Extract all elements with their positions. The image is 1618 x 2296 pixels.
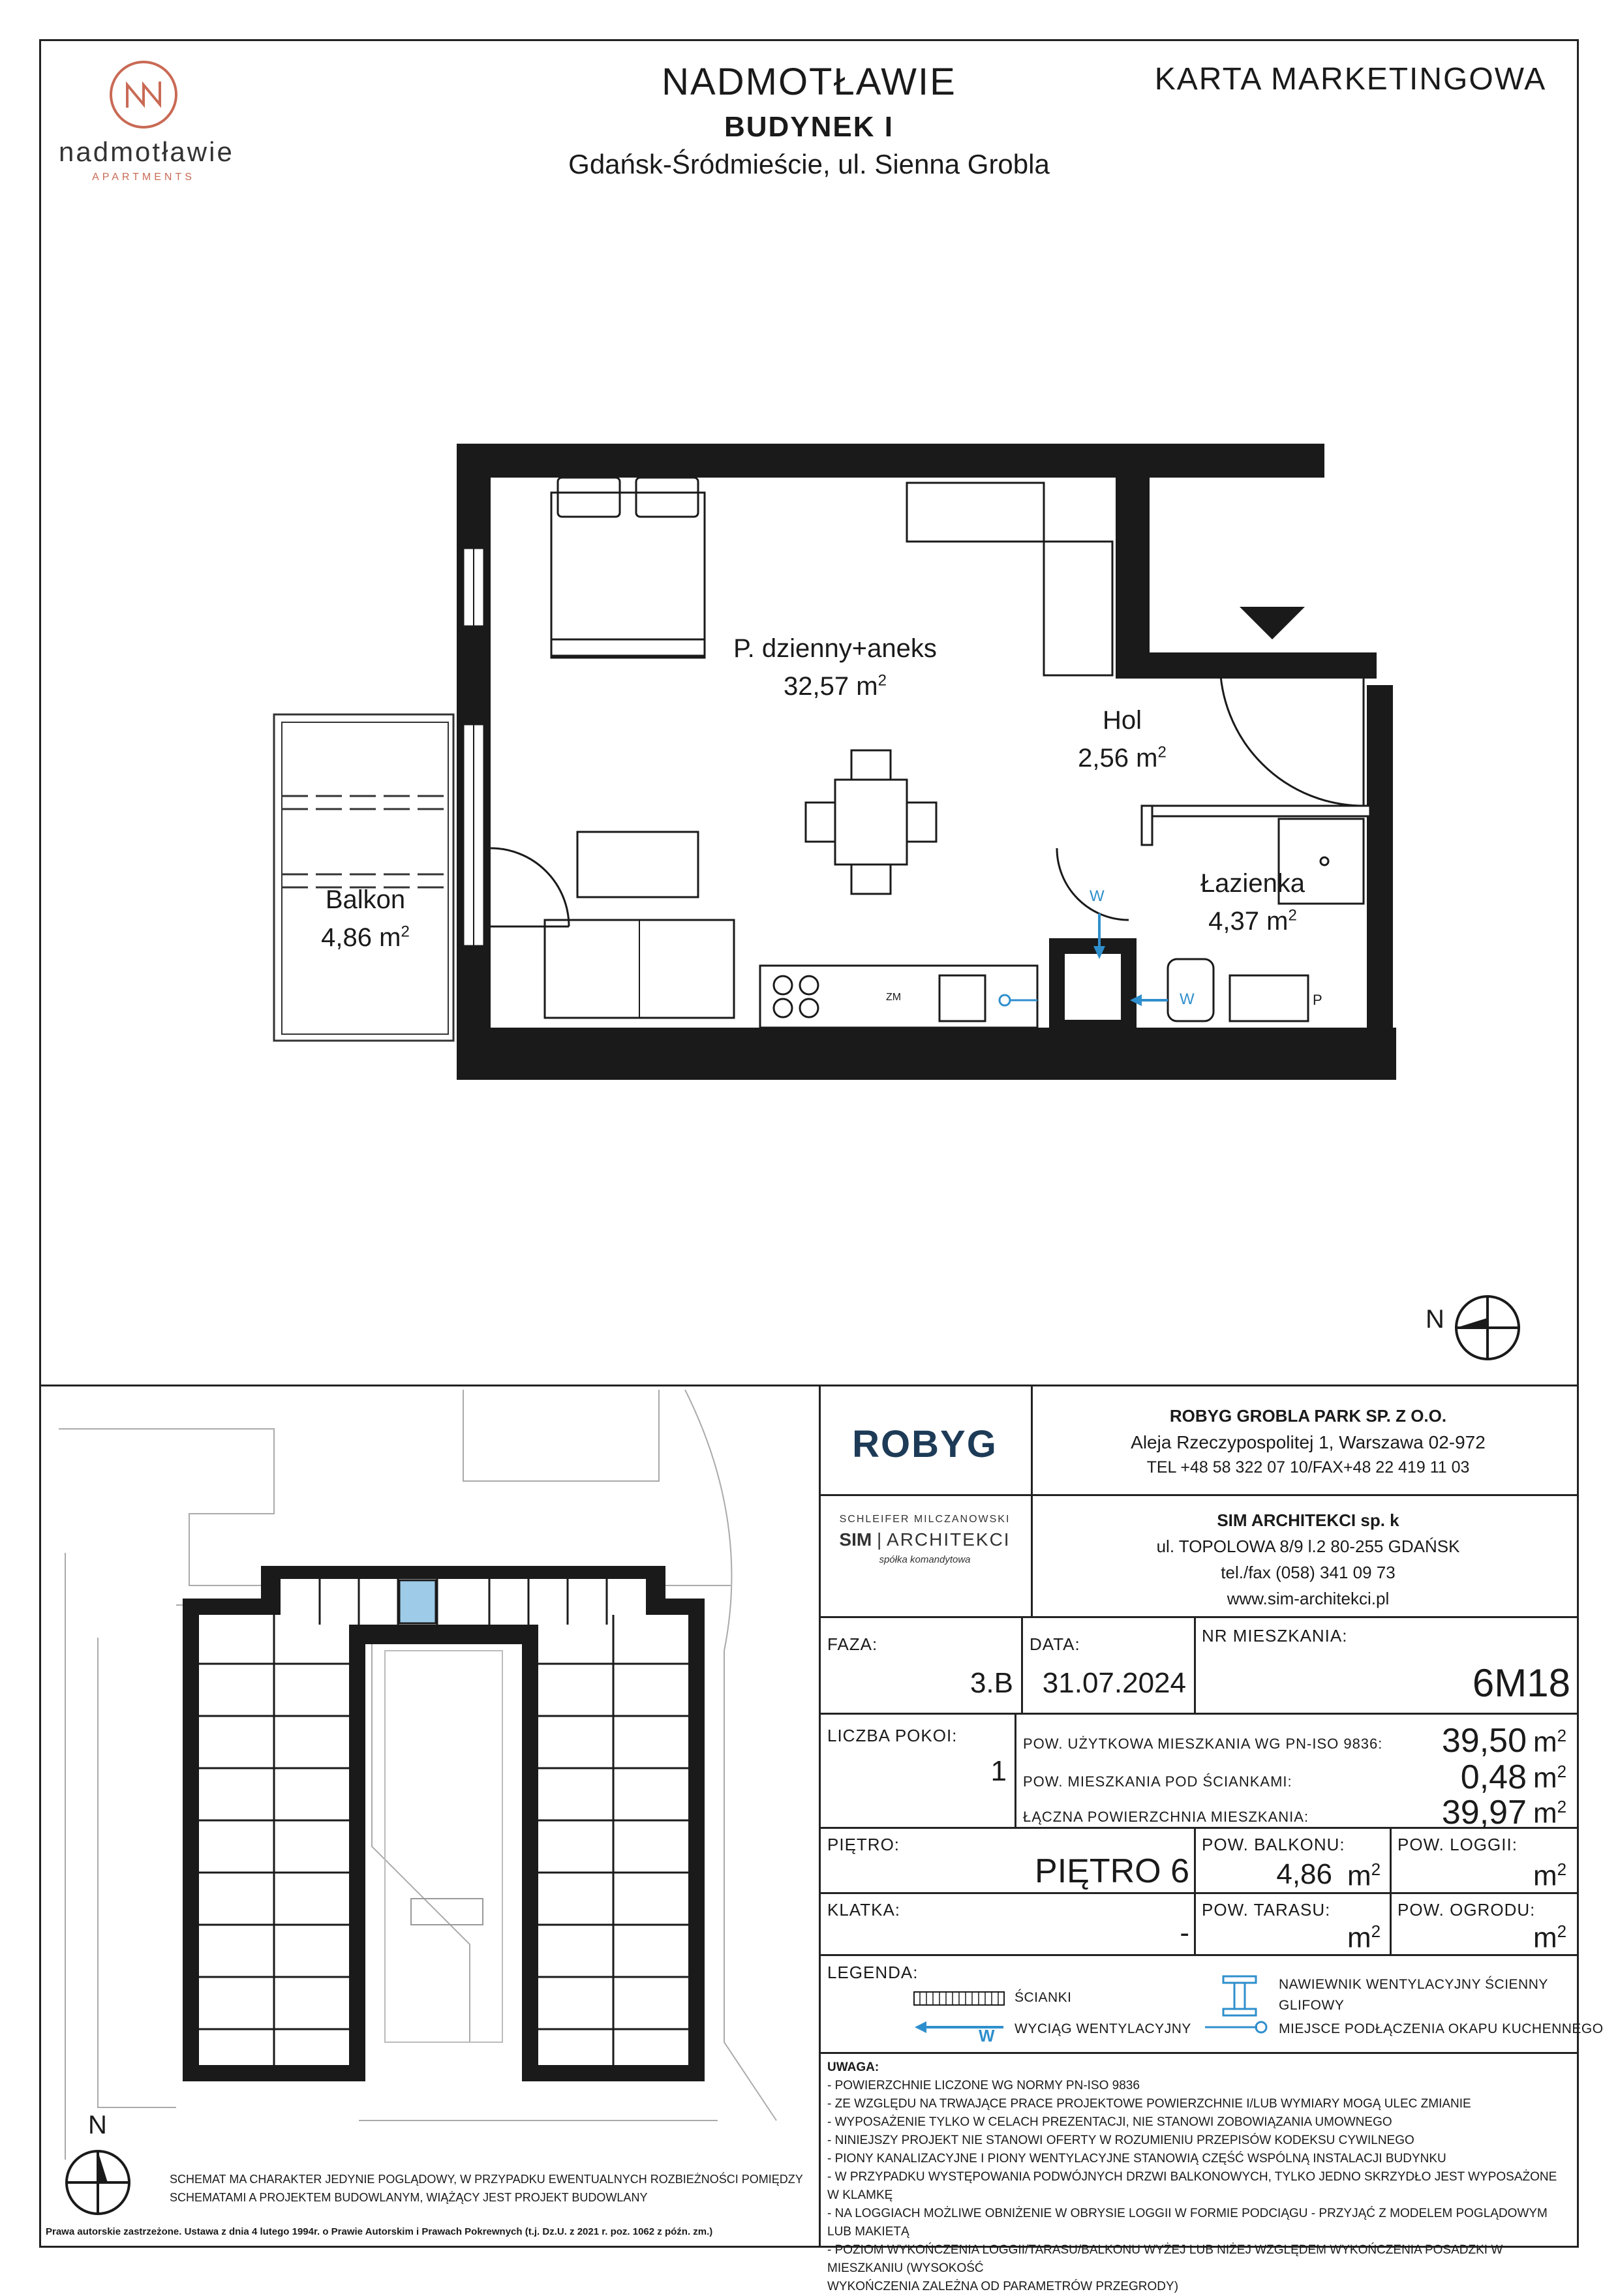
notes-item: - POZIOM WYKOŃCZENIA LOGGII/TARASU/BALKONU WYŻEJ LUB NIŻEJ WZGLĘDEM WYKOŃCZENIA POSADZKI W MIESZKANIU (WYSOKOŚĆ (827, 2243, 1503, 2275)
ps-unit-m: m (1533, 1762, 1557, 1794)
wall-vent-icon (1220, 1974, 1259, 2019)
architect-tel: tel./fax (058) 341 09 73 (1221, 1563, 1396, 1582)
ps-unit-sup: 2 (1557, 1762, 1567, 1781)
architect-address: ul. TOPOLOWA 8/9 l.2 80-255 GDAŃSK (1156, 1537, 1460, 1556)
nr-label: NR MIESZKANIA: (1202, 1626, 1348, 1645)
pl-value: 39,97 (1441, 1794, 1527, 1831)
faza-label: FAZA: (827, 1634, 878, 1654)
developer-tel: TEL +48 58 322 07 10/FAX+48 22 419 11 03 (1146, 1458, 1470, 1477)
klatka-label: KLATKA: (827, 1900, 901, 1920)
taras-label: POW. TARASU: (1202, 1900, 1331, 1920)
pl-unit-m: m (1533, 1797, 1557, 1829)
room-bath-area: 4,37 m (1208, 907, 1289, 936)
room-balcony-name: Balkon (325, 885, 406, 914)
ogrod-unit-m: m (1533, 1921, 1557, 1954)
room-living-name: P. dzienny+aneks (733, 634, 937, 663)
room-bath-sup: 2 (1288, 906, 1297, 925)
copyright: Prawa autorskie zastrzeżone. Ustawa z dnia 4 lutego 1994r. o Prawie Autorskim i Prawach Pokrewnych (t.j. Dz.U. z 2021 r. poz. 1062 z późn. zm.) (46, 2226, 713, 2237)
loggia-label: POW. LOGGII: (1397, 1835, 1518, 1854)
partition-wall-icon (913, 1991, 1005, 2006)
architect-company: SIM ARCHITEKCI sp. k (1217, 1510, 1399, 1530)
balcony-rail (274, 714, 453, 1041)
compass-icon (1452, 1292, 1523, 1364)
room-hall-area: 2,56 m (1078, 744, 1158, 773)
notes-item: - PIONY KANALIZACYJNE I PIONY WENTYLACYJNE STANOWIĄ CZĘŚĆ WSPÓLNĄ INSTALACJI BUDYNKU (827, 2152, 1446, 2166)
wall-east-lower (1367, 685, 1393, 1077)
schema-apartment-highlight (399, 1580, 436, 1623)
loggia-unit (1533, 1860, 1566, 1893)
card-title: KARTA MARKETINGOWA (1154, 62, 1547, 97)
pl-unit-sup: 2 (1557, 1797, 1567, 1816)
pietro-value: PIĘTRO 6 (1035, 1852, 1189, 1890)
schema-compass-icon (62, 2147, 134, 2218)
divider-col-b2 (1390, 1827, 1392, 1954)
legend-nawiewnik-1: NAWIEWNIK WENTYLACYJNY ŚCIENNY (1279, 1977, 1548, 1992)
logo-name: nadmotławie (59, 136, 234, 167)
ps-label: POW. MIESZKANIA POD ŚCIANKAMI: (1023, 1773, 1292, 1790)
developer-address: Aleja Rzeczypospolitej 1, Warszawa 02-972 (1131, 1432, 1486, 1452)
project-title: NADMOTŁAWIE (662, 61, 956, 103)
entrance-arrow-icon (1240, 607, 1305, 639)
logo-sub: APARTMENTS (92, 172, 195, 183)
project-address: Gdańsk-Śródmieście, ul. Sienna Grobla (568, 149, 1050, 179)
data-value: 31.07.2024 (1042, 1667, 1186, 1699)
sim-logo-top: SCHLEIFER MILCZANOWSKI (839, 1514, 1011, 1525)
divider-col-faza (1021, 1616, 1023, 1714)
sink (1230, 975, 1308, 1021)
notes-item: - ZE WZGLĘDU NA TRWAJĄCE PRACE PROJEKTOWE POWIERZCHNIE I/LUB WYMIARY MOGĄ ULEC ZMIANIE (827, 2097, 1471, 2111)
robyg-logo: ROBYG (852, 1423, 998, 1465)
room-hall-name: Hol (1102, 706, 1142, 735)
balkon-unit-m: m (1347, 1860, 1371, 1892)
brand-divider (1031, 1385, 1033, 1616)
sim-logo-arch: ARCHITEKCI (887, 1529, 1011, 1550)
notes-item: - W PRZYPADKU WYSTĘPOWANIA PODWÓJNYCH DRZWI BALKONOWYCH, TYLKO JEDNO SKRZYDŁO JEST WYPOSAŻONE W KLAMKĘ (827, 2170, 1557, 2202)
divider-row4 (819, 1954, 1579, 1956)
divider-col-data (1194, 1616, 1196, 1714)
schema-north-label: N (88, 2111, 107, 2139)
balkon-unit-sup: 2 (1371, 1860, 1381, 1879)
room-living-sup: 2 (878, 671, 887, 690)
sim-logo-sim: SIM (839, 1529, 872, 1550)
divider-row5 (819, 2052, 1579, 2054)
vent-label-1: W (1090, 887, 1105, 905)
room-hall-sup: 2 (1157, 743, 1167, 761)
pu-unit-m: m (1533, 1726, 1557, 1758)
room-living (652, 630, 1018, 705)
notes (827, 2059, 1571, 2296)
notes-item: - NINIEJSZY PROJEKT NIE STANOWI OFERTY W ROZUMIENIU PRZEPISÓW KODEKSU CYWILNEGO (827, 2134, 1414, 2147)
pl-label: ŁĄCZNA POWIERZCHNIA MIESZKANIA: (1023, 1809, 1309, 1825)
klatka-value: - (1180, 1917, 1189, 1949)
pokoje-label: LICZBA POKOI: (827, 1726, 958, 1745)
shaft (1057, 946, 1129, 1028)
developer-company: ROBYG GROBLA PARK SP. Z O.O. (1169, 1406, 1447, 1426)
zm-label: ZM (886, 992, 902, 1003)
dining-table (835, 780, 907, 865)
notes-item: - WYPOSAŻENIE TYLKO W CELACH PREZENTACJI, NIE STANOWI ZOBOWIĄZANIA UMOWNEGO (827, 2115, 1392, 2129)
room-bath (1148, 865, 1357, 940)
notes-item: WYKOŃCZENIA ZALEŻNA OD PARAMETRÓW PRZEGRODY) (827, 2280, 1179, 2293)
hood-connection-icon (1204, 2019, 1269, 2035)
nr-value: 6M18 (1472, 1661, 1570, 1705)
p-label: P (1313, 992, 1322, 1008)
room-living-area: 32,57 m (784, 672, 878, 701)
notes-title: UWAGA: (827, 2060, 879, 2074)
schema-note-1: SCHEMAT MA CHARAKTER JEDYNIE POGLĄDOWY, W PRZYPADKU EWENTUALNYCH ROZBIEŻNOŚCI POMIĘDZY (170, 2173, 803, 2186)
room-balcony (271, 881, 460, 957)
wall-north (457, 444, 1324, 478)
legend-okap: MIEJSCE PODŁĄCZENIA OKAPU KUCHENNEGO (1279, 2021, 1604, 2036)
sim-logo-sub: spółka komandytowa (879, 1554, 971, 1565)
room-balcony-sup: 2 (401, 923, 410, 941)
faza-value: 3.B (969, 1667, 1013, 1699)
divider-row3 (819, 1892, 1579, 1894)
ogrod-unit (1533, 1921, 1566, 1955)
north-label: N (1426, 1305, 1444, 1334)
pu-unit-sup: 2 (1557, 1726, 1567, 1745)
loggia-unit-m: m (1533, 1860, 1557, 1892)
pokoje-value: 1 (990, 1755, 1007, 1787)
ps-unit (1533, 1762, 1566, 1795)
divider-col-b1 (1194, 1827, 1196, 1954)
data-label: DATA: (1030, 1634, 1080, 1654)
pu-value: 39,50 (1441, 1722, 1527, 1760)
pietro-label: PIĘTRO: (827, 1835, 900, 1854)
wall-east-step (1116, 652, 1377, 679)
balkon-value: 4,86 (1276, 1858, 1332, 1890)
room-balcony-area: 4,86 m (321, 923, 401, 952)
room-bath-name: Łazienka (1200, 869, 1305, 898)
divider-main (39, 1385, 1579, 1386)
architect-web: www.sim-architekci.pl (1227, 1589, 1390, 1608)
legend-scianki: ŚCIANKI (1015, 1990, 1072, 2005)
legend-w: W (979, 2026, 995, 2045)
divider-arch (819, 1616, 1579, 1618)
coffee-table (577, 832, 698, 897)
notes-item: - POWIERZCHNIE LICZONE WG NORMY PN-ISO 9836 (827, 2079, 1140, 2092)
taras-unit-sup: 2 (1371, 1921, 1381, 1941)
bath-wall-west (1142, 806, 1152, 845)
taras-unit (1347, 1921, 1381, 1955)
building-schema (46, 1390, 816, 2173)
wall-east-upper (1116, 444, 1150, 679)
pu-unit (1533, 1726, 1566, 1759)
room-hall (1018, 701, 1227, 777)
legend-nawiewnik-2: GLIFOWY (1279, 1998, 1345, 2013)
pu-label: POW. UŻYTKOWA MIESZKANIA WG PN-ISO 9836: (1023, 1736, 1383, 1752)
bath-wall-north (1142, 806, 1370, 816)
pl-unit (1533, 1797, 1566, 1830)
building-name: BUDYNEK I (724, 111, 894, 143)
ogrod-unit-sup: 2 (1557, 1921, 1567, 1941)
legend-wyciag: WYCIĄG WENTYLACYJNY (1015, 2021, 1191, 2036)
loggia-unit-sup: 2 (1557, 1860, 1567, 1879)
sim-logo: SCHLEIFER MILCZANOWSKI SIM | ARCHITEKCI spółka komandytowa (819, 1514, 1031, 1565)
wall-south (457, 1028, 1396, 1080)
ogrod-label: POW. OGRODU: (1397, 1900, 1536, 1920)
logo (59, 59, 234, 189)
vent-label-2: W (1180, 990, 1195, 1008)
legend-title: LEGENDA: (827, 1963, 919, 1982)
schema-note-2: SCHEMATAMI A PROJEKTEM BUDOWLANYM, WIĄŻĄCY JEST PROJEKT BUDOWLANY (170, 2191, 648, 2204)
divider-dev (819, 1494, 1579, 1496)
divider-col-pokoje (1015, 1713, 1016, 1827)
notes-item: - NA LOGGIACH MOŻLIWE OBNIŻENIE W OBRYSIE LOGGII W FORMIE PODCIĄGU - PRZYJĄĆ Z MODELEM POGLĄDOWYM LUB MAKIETĄ (827, 2207, 1548, 2239)
balkon-unit (1347, 1860, 1381, 1893)
balkon-label: POW. BALKONU: (1202, 1835, 1345, 1854)
taras-unit-m: m (1347, 1921, 1371, 1954)
logo-mark-icon (59, 59, 228, 130)
divider-row1 (819, 1713, 1579, 1715)
ps-value: 0,48 (1460, 1758, 1527, 1796)
